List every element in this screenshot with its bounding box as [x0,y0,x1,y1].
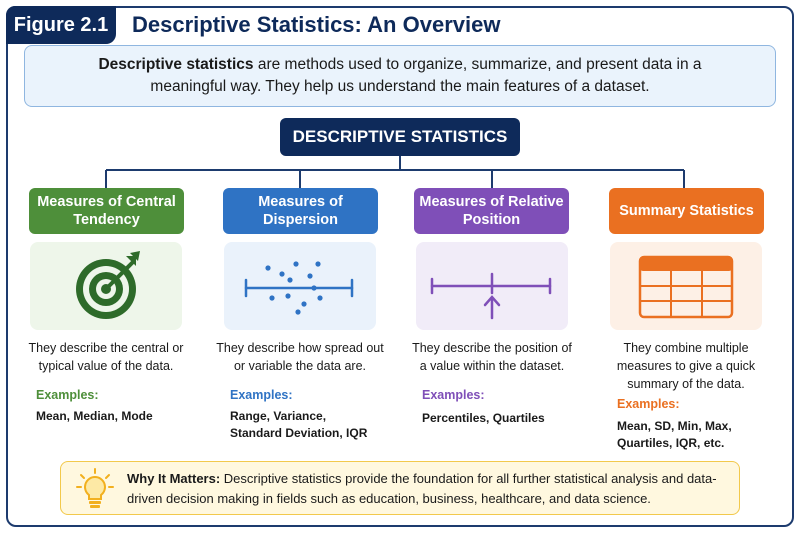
root-node: DESCRIPTIVE STATISTICS [280,118,520,156]
examples-label-dispersion: Examples: [230,388,293,402]
description-relative-position: They describe the position of a value within the dataset. [412,341,572,373]
category-header-summary-statistics: Summary Statistics [609,188,764,234]
examples-label-central-tendency: Examples: [36,388,99,402]
examples-relative-position: Percentiles, Quartiles [422,411,545,425]
examples-central-tendency: Mean, Median, Mode [36,409,153,423]
target-icon [30,242,182,330]
why-it-matters-text [127,469,737,509]
table-icon [610,242,762,330]
icon-panel-dispersion [224,242,376,330]
examples-dispersion: Range, Variance, Standard Deviation, IQR [230,409,368,440]
number-line-arrow-icon [416,242,568,330]
icon-panel-central-tendency [30,242,182,330]
examples-label-relative-position: Examples: [422,388,485,402]
intro-rest: are methods used to organize, summarize, and present data in a meaningful way. They help us understand the main features of a dataset. [150,56,702,95]
why-it-matters-box [60,461,740,515]
figure-label: Figure 2.1 [6,6,116,44]
icon-panel-summary-statistics [610,242,762,330]
description-dispersion: They describe how spread out or variable the data are. [216,341,384,373]
category-header-dispersion: Measures of Dispersion [223,188,378,234]
icon-panel-relative-position [416,242,568,330]
why-it-matters-body: Descriptive statistics provide the foundation for all further statistical analysis and data-driven decision making in fields such as education, business, healthcare, and data science. [127,471,717,506]
figure-title: Descriptive Statistics: An Overview [132,12,501,37]
description-summary-statistics: They combine multiple measures to give a quick summary of the data. [616,341,756,391]
scatter-spread-icon [224,242,376,330]
intro-bold-term: Descriptive statistics [98,56,254,73]
category-header-central-tendency: Measures of Central Tendency [29,188,184,234]
examples-summary-statistics: Mean, SD, Min, Max, Quartiles, IQR, etc. [617,419,732,450]
category-header-relative-position: Measures of Relative Position [414,188,569,234]
examples-label-summary-statistics: Examples: [617,397,680,411]
description-central-tendency: They describe the central or typical value of the data. [28,341,184,373]
lightbulb-icon [75,467,115,511]
why-it-matters-label: Why It Matters: [127,471,221,486]
